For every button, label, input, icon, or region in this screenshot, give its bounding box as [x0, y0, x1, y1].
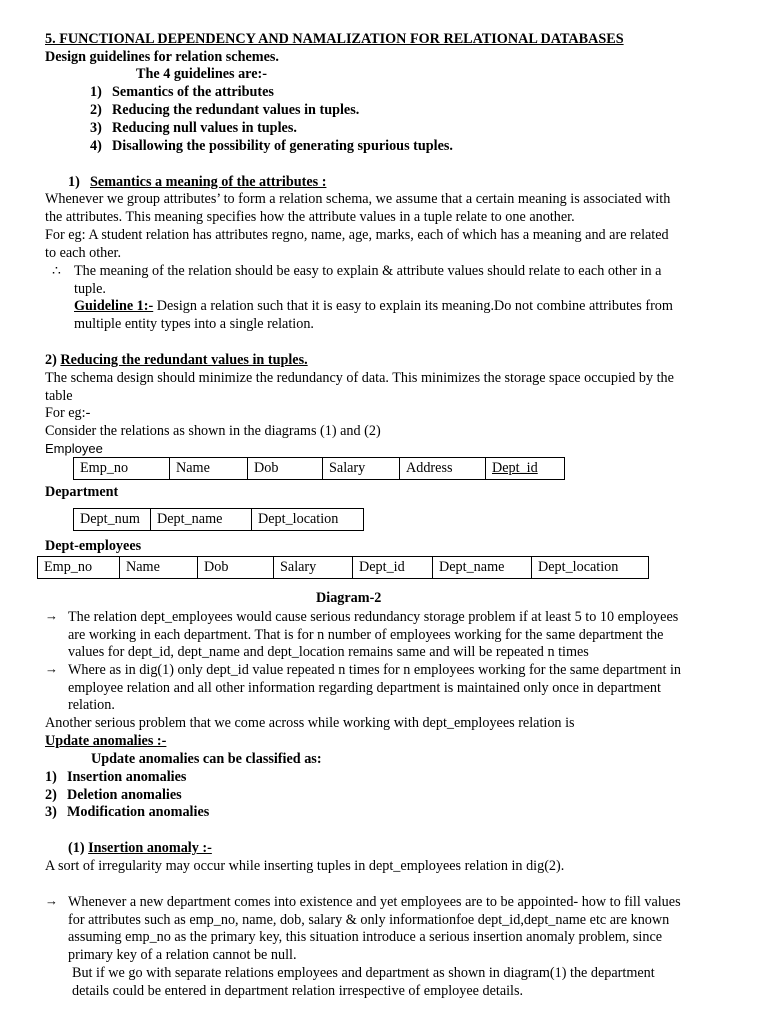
bullet-text: employee relation and all other information regarding department is maintained only once in department [68, 680, 661, 696]
update-classified: Update anomalies can be classified as: [91, 751, 322, 767]
section1-heading: 1) Semantics a meaning of the attributes : [68, 174, 327, 190]
attr-cell: Dept_name [433, 557, 532, 579]
section1-text: Whenever we group attributes’ to form a relation schema, we assume that a certain meaning is associated with [45, 191, 671, 207]
section2-text: table [45, 388, 73, 404]
attr-cell: Dept_location [252, 509, 364, 531]
attr-cell: Dept_name [151, 509, 252, 531]
attr-cell: Name [170, 458, 248, 480]
anomaly-item: 1) Insertion anomalies [45, 769, 187, 785]
bullet-text: Where as in dig(1) only dept_id value repeated n times for n employees working for the same department in [68, 662, 682, 678]
design-heading: Design guidelines for relation schemes. [45, 49, 279, 65]
employee-label: Employee [45, 441, 103, 456]
employee-relation [73, 457, 565, 480]
attr-cell: Dob [248, 458, 323, 480]
bullet-text: primary key of a relation cannot be null. [68, 947, 297, 963]
section2-text: For eg:- [45, 405, 91, 421]
page-title: 5. FUNCTIONAL DEPENDENCY AND NAMALIZATION FOR RELATIONAL DATABASES [45, 31, 624, 47]
insertion-heading: (1) Insertion anomaly :- [68, 840, 212, 856]
anomaly-item: 3) Modification anomalies [45, 804, 210, 820]
attr-cell: Dept_num [74, 509, 151, 531]
guideline-item: 2) Reducing the redundant values in tuples. [90, 102, 360, 118]
attr-cell: Dept_location [532, 557, 649, 579]
attr-cell: Emp_no [38, 557, 120, 579]
anomaly-item: 2) Deletion anomalies [45, 787, 182, 803]
attr-cell: Salary [323, 458, 400, 480]
section1-text: the attributes. This meaning specifies how the attribute values in a tuple relate to one another. [45, 209, 575, 225]
section2-heading: 2) Reducing the redundant values in tuples. [45, 352, 308, 368]
bullet-text: Whenever a new department comes into existence and yet employees are to be appointed- how to fill values [68, 894, 681, 910]
department-label: Department [45, 484, 119, 500]
section2-text: Consider the relations as shown in the diagrams (1) and (2) [45, 423, 381, 439]
section2-text: The schema design should minimize the redundancy of data. This minimizes the storage space occupied by the [45, 370, 674, 386]
section1-text: tuple. [74, 281, 106, 297]
body-text: Another serious problem that we come across while working with dept_employees relation is [45, 715, 575, 731]
bullet-text: relation. [68, 697, 115, 713]
body-text: But if we go with separate relations employees and department as shown in diagram(1) the department [72, 965, 655, 981]
arrow-icon: → [45, 661, 58, 676]
section1-text: The meaning of the relation should be easy to explain & attribute values should relate to each other in a [74, 263, 662, 279]
guideline-1: Guideline 1:- Design a relation such that it is easy to explain its meaning.Do not combine attributes from [74, 298, 673, 314]
attr-cell: Dob [198, 557, 274, 579]
body-text: A sort of irregularity may occur while inserting tuples in dept_employees relation in dig(2). [45, 858, 565, 874]
attr-cell: Dept_id [353, 557, 433, 579]
dept-employees-relation [37, 556, 649, 579]
department-relation [73, 508, 364, 531]
arrow-icon: → [45, 893, 58, 908]
bullet-text: for attributes such as emp_no, name, dob, salary & only informationfoe dept_id,dept_name etc are known [68, 912, 670, 928]
guidelines-intro: The 4 guidelines are:- [136, 66, 267, 82]
bullet-text: assuming emp_no as the primary key, this situation introduce a serious insertion anomaly problem, since [68, 929, 663, 945]
section1-text: to each other. [45, 245, 122, 261]
guideline-item: 3) Reducing null values in tuples. [90, 120, 297, 136]
attr-cell: Name [120, 557, 198, 579]
body-text: details could be entered in department relation irrespective of employee details. [72, 983, 524, 999]
attr-cell: Emp_no [74, 458, 170, 480]
bullet-text: are working in each department. That is for n number of employees working for the same department the [68, 627, 664, 643]
bullet-text: values for dept_id, dept_name and dept_location remains same and will be repeated n times [68, 644, 589, 660]
section1-text: multiple entity types into a single relation. [74, 316, 314, 332]
section1-text: For eg: A student relation has attributes regno, name, age, marks, each of which has a meaning and are related [45, 227, 669, 243]
guideline-item: 4) Disallowing the possibility of generating spurious tuples. [90, 138, 453, 154]
bullet-text: The relation dept_employees would cause serious redundancy storage problem if at least 5 to 10 employees [68, 609, 679, 625]
attr-cell: Address [400, 458, 486, 480]
arrow-icon: → [45, 608, 58, 623]
attr-cell-key: Dept_id [486, 458, 565, 480]
guideline-item: 1) Semantics of the attributes [90, 84, 274, 100]
attr-cell: Salary [274, 557, 353, 579]
update-heading: Update anomalies :- [45, 733, 167, 749]
diagram-caption: Diagram-2 [316, 590, 382, 606]
dept-employees-label: Dept-employees [45, 538, 142, 554]
therefore-symbol: ∴ [52, 263, 62, 279]
